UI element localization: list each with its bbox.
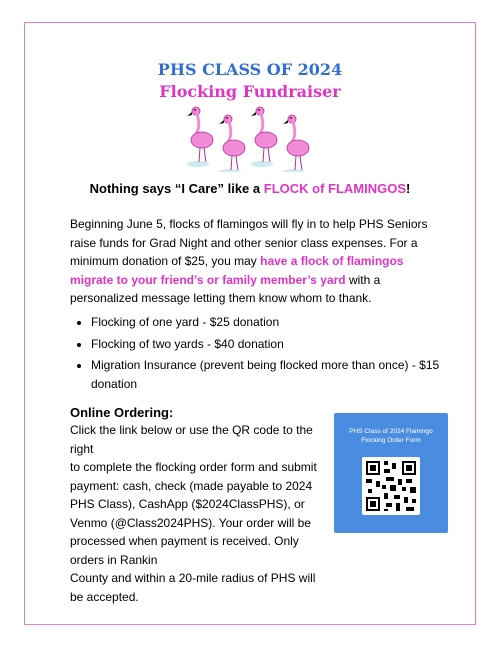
flamingo-icon (187, 107, 213, 167)
qr-card-title: PHS Class of 2024 Flamingo Flocking Order Form (349, 428, 433, 444)
page-title: PHS CLASS OF 2024 (157, 60, 343, 79)
flamingo-flock-illustration (186, 104, 326, 172)
list-item: • Migration Insurance (prevent being flocked more than once) - $15 donation (91, 356, 456, 393)
list-item: • Flocking of one yard - $25 donation (91, 313, 456, 332)
order-form-qr-card[interactable] (334, 413, 448, 533)
tagline-highlight: FLOCK of FLAMINGOS (263, 181, 407, 196)
page-subtitle: Flocking Fundraiser (159, 82, 341, 101)
intro-highlight: have a flock of flamingos migrate to your friend’s or family member’s yard (70, 254, 404, 287)
tagline: Nothing says “I Care” like a FLOCK of FLAMINGOS! (89, 181, 411, 196)
online-ordering-text: Click the link below or use the QR code to the right to complete the flocking order form and submit payment: cash, check (made payable to 2024 PHS Class), CashApp ($2024ClassPHS), or Venmo (@Class2024PHS). Your order will be processed when payment is received. Only orders in Rankin County and within a 20-mile radius of PHS will be accepted. (70, 423, 317, 604)
qr-code-icon[interactable] (362, 457, 420, 515)
pricing-list (70, 313, 456, 396)
intro-paragraph: Beginning June 5, flocks of flamingos will fly in to help PHS Seniors raise funds for Grad Night and other senior class expenses. For a minimum donation of $25, you may have a flock of flamingos migrate to your friend’s or family member’s yard with a personalized message letting them know whom to thank. (70, 217, 428, 305)
list-item: • Flocking of two yards - $40 donation (91, 335, 456, 354)
online-ordering-heading: Online Ordering: (70, 405, 174, 420)
